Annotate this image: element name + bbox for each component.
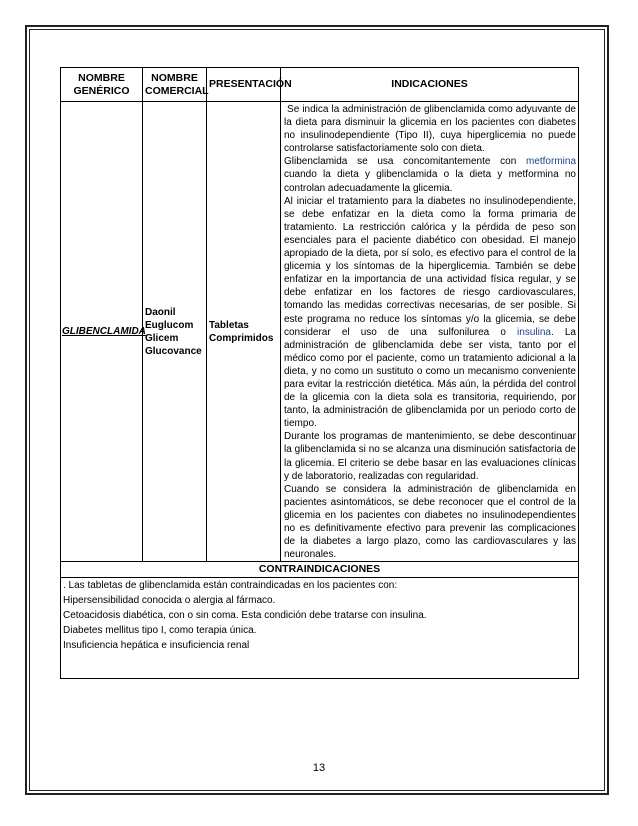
header-commercial-name: NOMBRE COMERCIAL <box>143 68 207 102</box>
generic-name-cell: GLIBENCLAMIDA <box>61 102 143 562</box>
header-presentation: PRESENTACIÓN <box>207 68 281 102</box>
drug-table <box>60 67 579 679</box>
insulina-link[interactable]: insulina <box>517 326 551 338</box>
contraindication-line: Diabetes mellitus tipo I, como terapia única. <box>63 625 257 637</box>
presentation-item: Tabletas <box>209 319 249 331</box>
contraindication-line: Insuficiencia hepática e insuficiencia renal <box>63 640 250 652</box>
contraindication-line: Cetoacidosis diabética, con o sin coma. Esta condición debe tratarse con insulina. <box>63 610 427 622</box>
contraindications-body-row <box>61 578 579 679</box>
header-indications: INDICACIONES <box>281 68 579 102</box>
metformina-link[interactable]: metformina <box>525 156 576 168</box>
brand-name: Euglucom <box>145 319 194 331</box>
indications-cell <box>281 102 579 562</box>
indication-text: cuando la dieta y glibenclamida o la dieta y metformina no controlan adecuadamente la glicemia. <box>284 169 576 194</box>
contraindication-line: . Las tabletas de glibenclamida están contraindicadas en los pacientes con: <box>63 580 398 592</box>
contraindications-header-row <box>61 562 579 578</box>
page-number: 13 <box>312 762 326 774</box>
brand-name: Glucovance <box>145 345 202 357</box>
contraindications-header: CONTRAINDICACIONES <box>61 562 579 578</box>
presentation-item: Comprimidos <box>209 332 274 344</box>
indication-text: Al iniciar el tratamiento para la diabetes no insulinodependiente, se debe enfatizar en la dieta como la forma primaria de tratamiento. La restricción calórica y la pérdida de peso son esenciales para el paciente diabético con obesidad. El manejo apropiado de la dieta, por sí solo, es efectivo para el control de la glicemia y los síntomas de la hiperglicemia. También se debe enfatizar en la importancia de una actividad física regular, y se debe enfatizar en los factores de riesgo cardiovasculares, tomando las medidas correctivas necesarias, de ser posible. Si este programa no reduce los síntomas y/o la glicemia, se debe considerar el uso de una sulfonilurea o <box>284 195 576 338</box>
indication-paragraph <box>284 155 576 194</box>
indication-paragraph <box>284 103 576 155</box>
contraindication-line: Hipersensibilidad conocida o alergia al fármaco. <box>63 595 276 607</box>
brand-name: Daonil <box>145 306 176 318</box>
indication-paragraph <box>284 195 576 431</box>
presentation-cell <box>207 102 281 562</box>
indication-paragraph: Cuando se considera la administración de glibenclamida en pacientes asintomáticos, se debe reconocer que el control de la glicemia en los pacientes con diabetes no insulinodependientes no es definitivamente efectivo para prevenir las complicaciones de la diabetes a largo plazo, como las cardiovasculares y las neuronales. <box>284 483 576 561</box>
indication-text: . La administración de glibenclamida debe ser vista, tanto por el médico como por el paciente, como un tratamiento adicional a la dieta, y no como un sustituto o como un mecanismo conveniente para evitar la restricción dietética. Más aún, la pérdida del control de la glicemia con la dieta sola es transitoria, requiriendo, por tanto, la administración de glibenclamida por un periodo corto de tiempo. <box>284 326 576 430</box>
contraindications-body <box>61 578 579 679</box>
header-row <box>61 68 579 102</box>
brand-name: Glicem <box>145 332 179 344</box>
drug-row <box>61 102 579 562</box>
indication-text: Glibenclamida se usa concomitantemente con <box>284 156 526 168</box>
indication-text: Se indica la administración de glibenclamida como adyuvante de la dieta para disminuir la glicemia en los pacientes con diabetes no insulinodependiente (Tipo II), cuya hiperglicemia no puede controlarse satisfactoriamente solo con dieta. <box>284 104 576 155</box>
indication-paragraph: Durante los programas de mantenimiento, se debe descontinuar la glibenclamida si no se alcanza una disminución satisfactoria de la glicemia. El criterio se debe basar en las evaluaciones clínicas y de laboratorio, realizadas con regularidad. <box>284 431 576 482</box>
header-generic-name: NOMBRE GENÉRICO <box>61 68 143 102</box>
commercial-names-cell <box>143 102 207 562</box>
